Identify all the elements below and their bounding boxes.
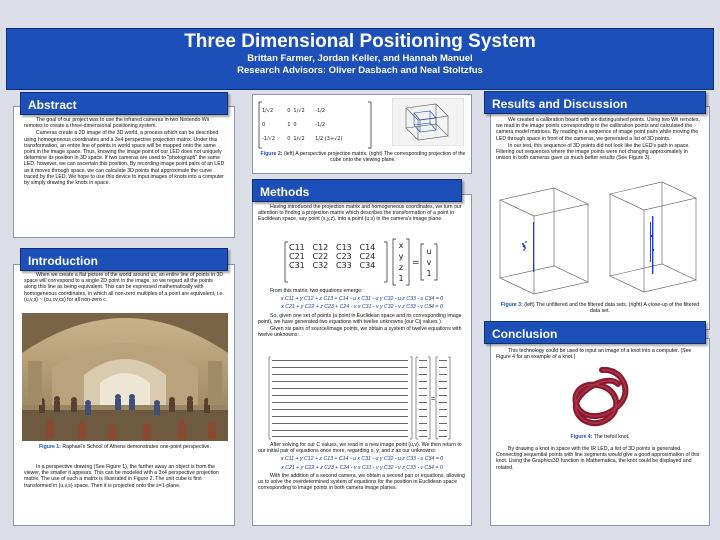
methods-heading: Methods bbox=[252, 179, 462, 202]
figure1-text: Raphael's School of Athens demonstrates one-point perspective. bbox=[62, 444, 211, 450]
figure3-caption bbox=[496, 302, 704, 314]
camera-matrix-equation bbox=[284, 238, 454, 286]
figure1-caption bbox=[26, 444, 224, 450]
results-body bbox=[496, 117, 704, 162]
abstract-p2: Cameras create a 2D image of the 3D world, a process which can be described using homogeneous coordinates and a 3x4 perspective projection matrix. Under this transformation, an entire line of points in world space will be mapped onto the same point in the image space. Thus, knowing the image point of our LED does not uniquely determine its position in 3D space. If two cameras are used to "photograph" the same LED, however, we can ascertain this position. By recording image point pairs of an LED as it moves through space, we can calculate 3D points that approximate the curve traced by the LED. We hope to use this device to input images of knots into a computer by simply drawing the knots in space. bbox=[24, 130, 225, 187]
c-matrix-table: C11 C12 C13 C14 C21 C22 C23 C24 C31 C32 C33 C34 bbox=[289, 243, 376, 270]
results-heading: Results and Discussion bbox=[484, 91, 706, 114]
methods-p5: After solving for our C values, we read in a new image point (u,v). We then return to our initial pair of equations once more, regarding x, y, and z as our unknowns: bbox=[258, 442, 462, 455]
poster-authors: Brittan Farmer, Jordan Keller, and Hannah Manuel bbox=[247, 53, 473, 64]
equation-2: x C21 + y C22 + z C23 + C24 - v x C31 - v y C32 - v z C33 - v C34 = 0 bbox=[281, 304, 443, 311]
introduction-p1: When we create a flat picture of the world around us, an entire line of points in 3D space will correspond to a single 2D point in the image, so we regard all the points along this line as being equivalent. This can be expressed mathematically with homogeneous coordinates, in which all non-zero multiples of a point are equivalent, i.e. (u,v,s) ~ (cu,cv,cs) for all non-zero c. bbox=[24, 272, 224, 303]
unfiltered-data-plot bbox=[494, 182, 594, 300]
xyz-vector: x y z 1 bbox=[398, 241, 404, 283]
figure2-text: (left) A perspective projection matrix. (right) The corresponding projection of the cube onto the viewing plane. bbox=[283, 151, 466, 164]
introduction-heading: Introduction bbox=[20, 248, 228, 271]
school-of-athens-image bbox=[22, 313, 228, 441]
methods-p4: Given six pairs of source/image points, we obtain a system of twelve equations with twelve unknowns: bbox=[258, 326, 462, 339]
figure3-label: Figure 3: bbox=[500, 302, 523, 308]
methods-p1: Having introduced the projection matrix and homogeneous coordinates, we turn our attention to finding a projection matrix which describes the transformation of a point in Euclidean space, say point (x,y,z), into a point (u,v) in the camera's image plane. bbox=[258, 204, 462, 223]
trefoil-knot-image bbox=[560, 362, 644, 430]
methods-p6: With the addition of a second camera, we obtain a second pair or equations, allowing us to solve the overdetermined system of equations for the position in Euclidean space corresponding to image points in both camera image planes. bbox=[258, 472, 465, 492]
methods-block-2 bbox=[258, 288, 466, 339]
title-banner bbox=[6, 28, 714, 90]
abstract-p1: The goal of our project was to use the infrared cameras in two Nintendo Wii remotes to create a three-dimensional positioning system. bbox=[24, 117, 210, 130]
equation-4: x C21 + y C22 + z C23 + C24 - v x C31 - v y C32 - v z C33 - v C34 = 0 bbox=[281, 464, 443, 471]
uv-vector: u v 1 bbox=[426, 247, 432, 278]
methods-p2: From this matrix, two equations emerge: bbox=[270, 288, 363, 294]
cube-projection-figure bbox=[392, 98, 464, 146]
figure3-text: (left) The unfiltered and the filtered data sets. (right) A close-up of the filtered data set. bbox=[524, 302, 700, 315]
linear-system-matrix bbox=[268, 356, 452, 440]
conclusion-p2: By drawing a knot in space with the IR LED, a list of 3D points is generated. Connecting sequential points with line segments would give a good approximation of this knot. Using the Graphics3D function in Mathematica, the knot could be displayed and rotated. bbox=[496, 446, 700, 471]
poster-title: Three Dimensional Positioning System bbox=[184, 31, 536, 52]
abstract-heading: Abstract bbox=[20, 92, 228, 115]
figure1-label: Figure 1: bbox=[39, 444, 61, 450]
methods-block-3 bbox=[258, 442, 466, 492]
svg-text:=: = bbox=[412, 258, 420, 268]
poster-advisors: Research Advisors: Oliver Dasbach and Neal Stoltzfus bbox=[237, 65, 483, 76]
svg-text:=: = bbox=[431, 396, 436, 403]
results-p2: In our test, this sequence of 3D points did not look like the LED's path in space. Filtering out sequences where the image points were not changing approximately in unison in both cameras gave us much better results (See Figure 3). bbox=[496, 142, 690, 162]
figure2-label: Figure 2: bbox=[260, 151, 283, 157]
equation-1: x C11 + y C12 + z C13 + C14 - u x C31 - u y C32 - u z C33 - u C34 = 0 bbox=[280, 296, 444, 303]
projection-matrix-table: 1/√2 0 1/√2 -1/2 0 1 0 -1/2 -1/√2 0 1/√2 1/2 (3+√2) bbox=[262, 108, 343, 142]
filtered-data-closeup-plot bbox=[600, 176, 704, 300]
results-p1: We created a calibration board with six distinguished points. Using two Wii remotes, we read in the image points corresponding to the calibration points and calculated the camera model matrices. By reading in a sequence of image point pairs while moving the LED through space in front of the cameras, we generated a list of 3D points. bbox=[496, 117, 700, 142]
conclusion-heading: Conclusion bbox=[484, 321, 706, 344]
projection-matrix bbox=[258, 100, 372, 150]
figure2-caption bbox=[258, 151, 468, 163]
figure4-label: Figure 4: bbox=[570, 434, 593, 440]
figure4-text: The trefoil knot. bbox=[593, 434, 630, 440]
conclusion-p1: This technology could be used to input an image of a knot into a computer. (See Figure 4 for an example of a knot.) bbox=[496, 348, 692, 361]
methods-p3: So, given one set of points (a point in Euclidean space and its corresponding image point), we have generated two equations with twelve unknowns (our Cij values ). bbox=[258, 312, 462, 325]
figure4-caption bbox=[496, 434, 704, 440]
introduction-p2: In a perspective drawing (See Figure 1), the farther away an object is from the viewer, the smaller it appears. This can be modeled with a 3x4 perspective projection matrix. The use of such a matrix is illustrated in Figure 2. The unit cube is first transformed in (u,v,s) space. Then it is projected onto the s=1-plane. bbox=[24, 464, 219, 489]
abstract-body bbox=[24, 117, 226, 187]
equation-3: x C11 + y C12 + z C13 + C14 - u x C31 - u y C32 - u z C33 - u C34 = 0 bbox=[280, 456, 444, 463]
